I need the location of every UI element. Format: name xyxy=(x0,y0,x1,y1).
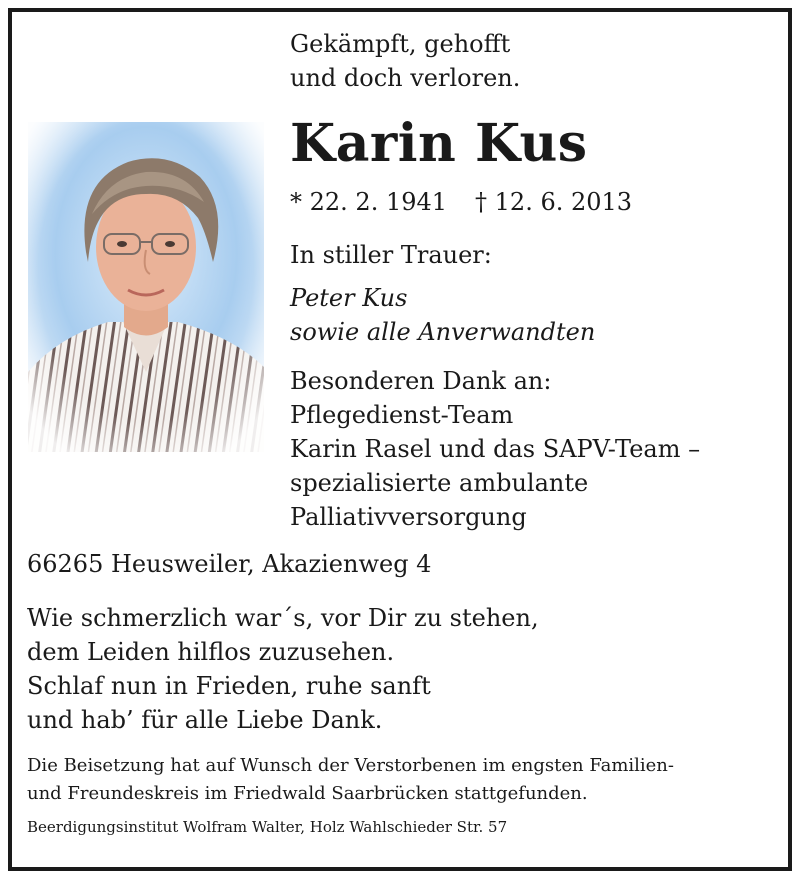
motto-line: Gekämpft, gehofft xyxy=(290,30,511,58)
poem-line: und hab’ für alle Liebe Dank. xyxy=(27,706,383,734)
undertaker: Beerdigungsinstitut Wolfram Walter, Holz Wahlschieder Str. 57 xyxy=(27,818,508,836)
death-date: † 12. 6. 2013 xyxy=(475,188,633,216)
address: 66265 Heusweiler, Akazienweg 4 xyxy=(27,550,432,578)
poem-line: dem Leiden hilflos zuzusehen. xyxy=(27,638,395,666)
life-dates xyxy=(290,190,632,214)
motto-line: und doch verloren. xyxy=(290,64,521,92)
burial-line: und Freundeskreis im Friedwald Saarbrücken stattgefunden. xyxy=(27,783,588,804)
mourner-line: sowie alle Anverwandten xyxy=(290,318,596,346)
burial-note xyxy=(27,752,674,808)
deceased-name: Karin Kus xyxy=(290,113,588,174)
mourners-list xyxy=(290,281,595,349)
portrait-photo xyxy=(28,122,264,452)
thanks-line: Karin Rasel und das SAPV-Team – xyxy=(290,435,701,463)
thanks-line: spezialisierte ambulante xyxy=(290,469,589,497)
thanks-block xyxy=(290,364,700,534)
poem-line: Wie schmerzlich war´s, vor Dir zu stehen, xyxy=(27,604,539,632)
thanks-line: Palliativversorgung xyxy=(290,503,527,531)
thanks-line: Besonderen Dank an: xyxy=(290,367,552,395)
burial-line: Die Beisetzung hat auf Wunsch der Verstorbenen im engsten Familien- xyxy=(27,755,674,776)
poem xyxy=(27,601,539,737)
poem-line: Schlaf nun in Frieden, ruhe sanft xyxy=(27,672,431,700)
mourning-heading: In stiller Trauer: xyxy=(290,241,492,269)
mourner-line: Peter Kus xyxy=(290,284,408,312)
motto xyxy=(290,27,520,95)
thanks-line: Pflegedienst-Team xyxy=(290,401,514,429)
birth-date: * 22. 2. 1941 xyxy=(290,188,448,216)
